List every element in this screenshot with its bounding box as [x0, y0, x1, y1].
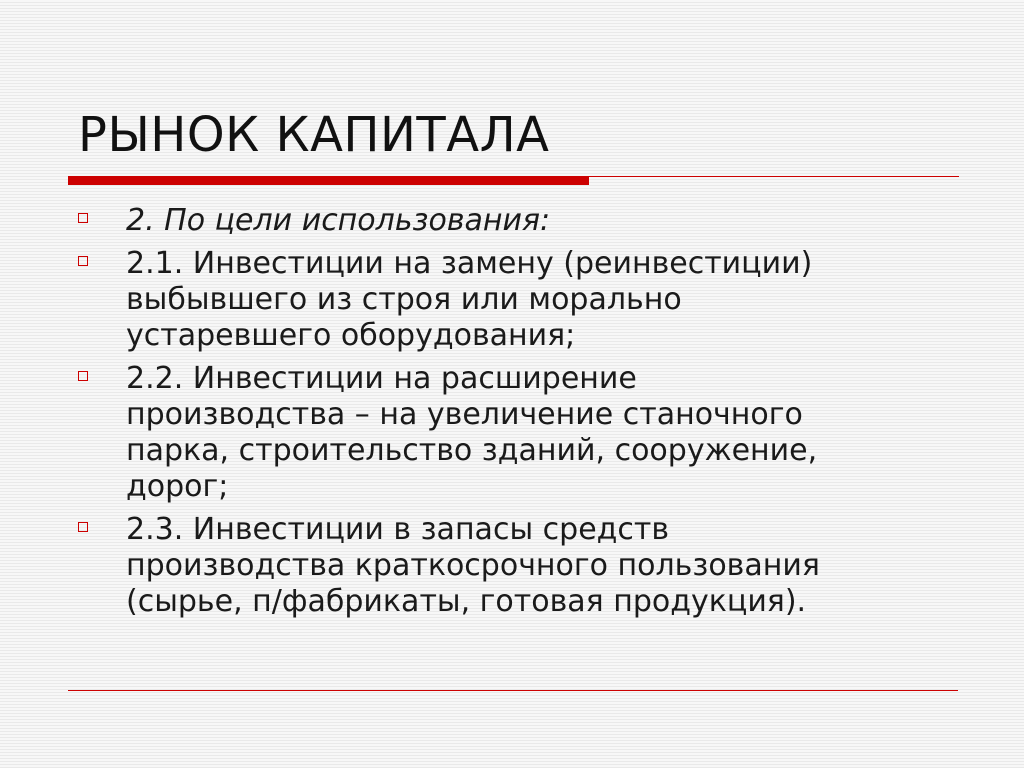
bullet-text [126, 361, 817, 504]
bullet-list [72, 203, 972, 627]
square-bullet-icon [78, 522, 88, 532]
bullet-line: 2. По цели использования: [126, 203, 551, 238]
bullet-text [126, 512, 820, 619]
bullet-line: 2.2. Инвестиции на расширение [126, 361, 637, 396]
bullet-line: дорог; [126, 469, 229, 504]
bullet-line: парка, строительство зданий, сооружение, [126, 433, 818, 468]
bullet-line: 2.3. Инвестиции в запасы средств [126, 512, 670, 547]
bullet-line: (сырье, п/фабрикаты, готовая продукция). [126, 584, 807, 619]
bullet-item-3 [72, 361, 972, 505]
bullet-line: устаревшего оборудования; [126, 318, 576, 353]
bullet-text [126, 203, 550, 238]
bullet-item-4 [72, 512, 972, 620]
bottom-divider [68, 690, 958, 691]
bullet-item-1 [72, 203, 972, 239]
title-underline-thin [589, 176, 959, 177]
bullet-line: выбывшего из строя или морально [126, 282, 682, 317]
title-underline-thick [68, 176, 589, 185]
square-bullet-icon [78, 256, 88, 266]
bullet-line: производства – на увеличение станочного [126, 397, 803, 432]
bullet-text [126, 246, 812, 353]
bullet-line: 2.1. Инвестиции на замену (реинвестиции) [126, 246, 813, 281]
square-bullet-icon [78, 213, 88, 223]
square-bullet-icon [78, 371, 88, 381]
bullet-item-2 [72, 246, 972, 354]
bullet-line: производства краткосрочного пользования [126, 548, 820, 583]
slide-title: РЫНОК КАПИТАЛА [78, 107, 550, 163]
